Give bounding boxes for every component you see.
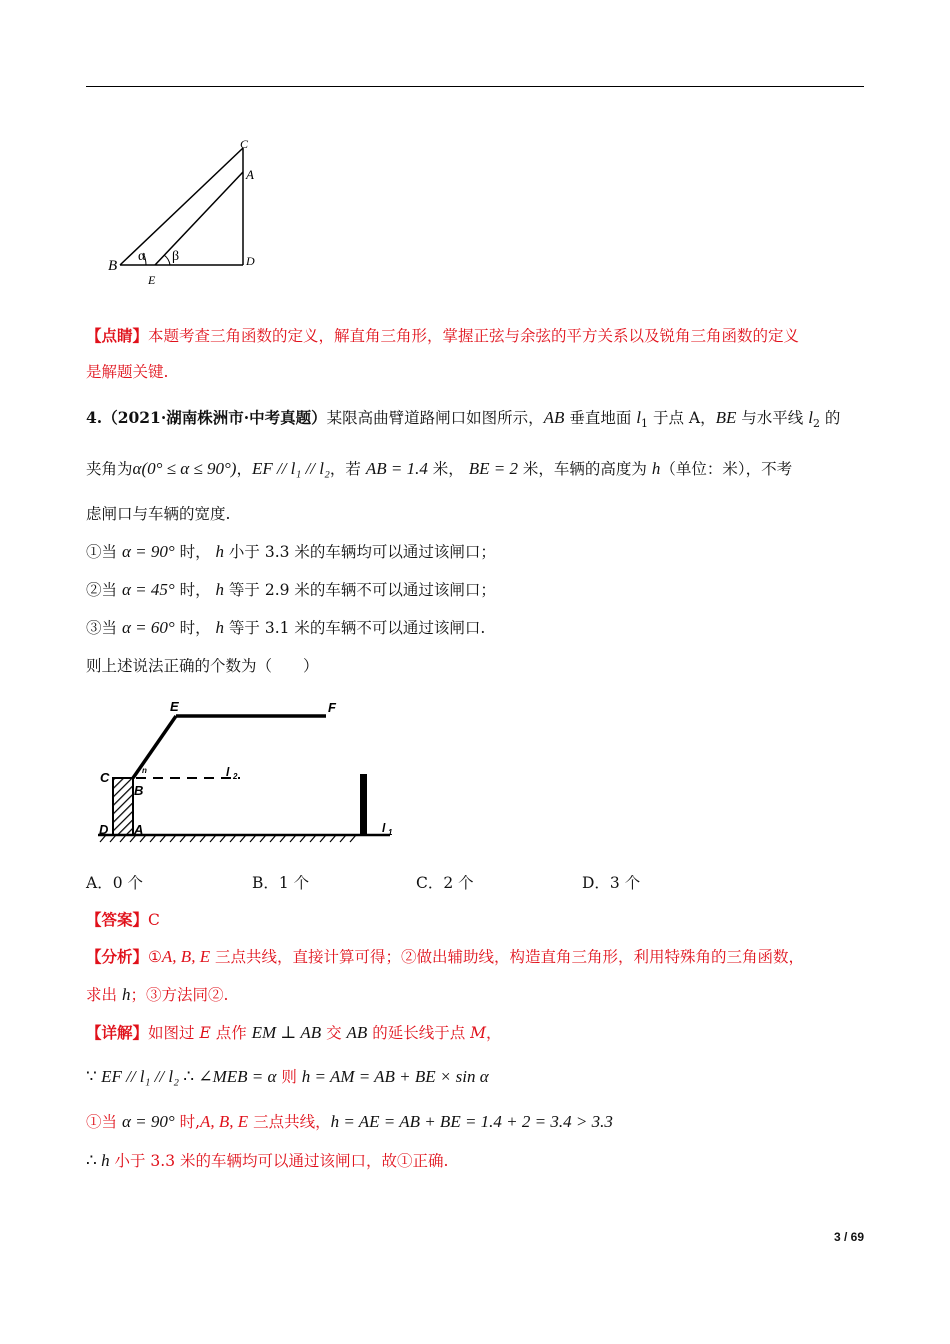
label-F: F	[328, 700, 336, 715]
label-alpha: α	[138, 249, 146, 264]
choice-C: C．2 个	[416, 874, 474, 892]
case1-line: ①当 α = 90° 时,A, B, E 三点共线，h = AE = AB + BE = 1.4 + 2 = 3.4 > 3.3	[86, 1112, 613, 1131]
label-B: B	[134, 783, 144, 798]
label-E: E	[148, 273, 156, 287]
choice-B: B．1 个	[252, 874, 310, 892]
q4-line3: 虑闸口与车辆的宽度.	[86, 505, 231, 523]
page-number: 3 / 69	[833, 1230, 864, 1244]
label-l1: l	[382, 821, 386, 835]
header-rule	[86, 86, 864, 87]
dianjing-line1: 【点睛】本题考查三角函数的定义，解直角三角形，掌握正弦与余弦的平方关系以及锐角三角函数的定义	[86, 326, 800, 345]
label-D: D	[99, 822, 109, 837]
because-line: ∵ EF // l₁ // l₂ ∴ ∠MEB = α 则 h = AM = AB + BE × sin α	[86, 1067, 489, 1086]
label-A: A	[246, 167, 254, 182]
svg-text:1: 1	[388, 828, 393, 837]
label-E: E	[170, 699, 179, 714]
label-D: D	[246, 254, 255, 268]
q4-line1: 4.（2021·湖南株洲市·中考真题）某限高曲臂道路闸口如图所示，AB 垂直地面 $l_1$ 于点 A，BE 与水平线 $l_2$ 的	[86, 408, 841, 431]
label-beta: β	[172, 249, 180, 264]
label-B: B	[108, 258, 118, 274]
gate-figure	[90, 692, 400, 852]
analysis-line2: 求出 h；③方法同②.	[86, 985, 229, 1004]
analysis-line1: 【分析】①A, B, E 三点共线，直接计算可得；②做出辅助线，构造直角三角形，利用特殊角的三角函数，	[86, 947, 805, 966]
svg-text:2: 2	[233, 772, 238, 781]
label-C: C	[100, 770, 110, 785]
question-ask: 则上述说法正确的个数为（ ）	[86, 657, 319, 675]
triangle-figure	[100, 132, 270, 292]
answer-line: 【答案】C	[86, 910, 160, 929]
choice-D: D．3 个	[582, 874, 641, 892]
conclusion-line: ∴ h 小于 3.3 米的车辆均可以通过该闸口，故①正确.	[86, 1151, 449, 1170]
choice-A: A．0 个	[86, 874, 143, 892]
statement-2: ②当 α = 45° 时， h 等于 2.9 米的车辆不可以通过该闸口；	[86, 580, 496, 599]
label-C: C	[240, 137, 249, 151]
statement-1: ①当 α = 90° 时， h 小于 3.3 米的车辆均可以通过该闸口；	[86, 542, 496, 561]
statement-3: ③当 α = 60° 时， h 等于 3.1 米的车辆不可以通过该闸口.	[86, 618, 486, 637]
dianjing-line2: 是解题关键.	[86, 363, 169, 381]
detail-line1: 【详解】如图过 E 点作 EM ⊥ AB 交 AB 的延长线于点 M，	[86, 1023, 502, 1042]
q4-line2: 夹角为α(0° ≤ α ≤ 90°)，EF // l₁ // l₂，若 AB = 1.4 米， BE = 2 米，车辆的高度为 h（单位：米），不考	[86, 459, 793, 478]
label-A: A	[134, 822, 144, 837]
label-l2: l	[226, 765, 230, 779]
label-n: n	[142, 766, 147, 775]
